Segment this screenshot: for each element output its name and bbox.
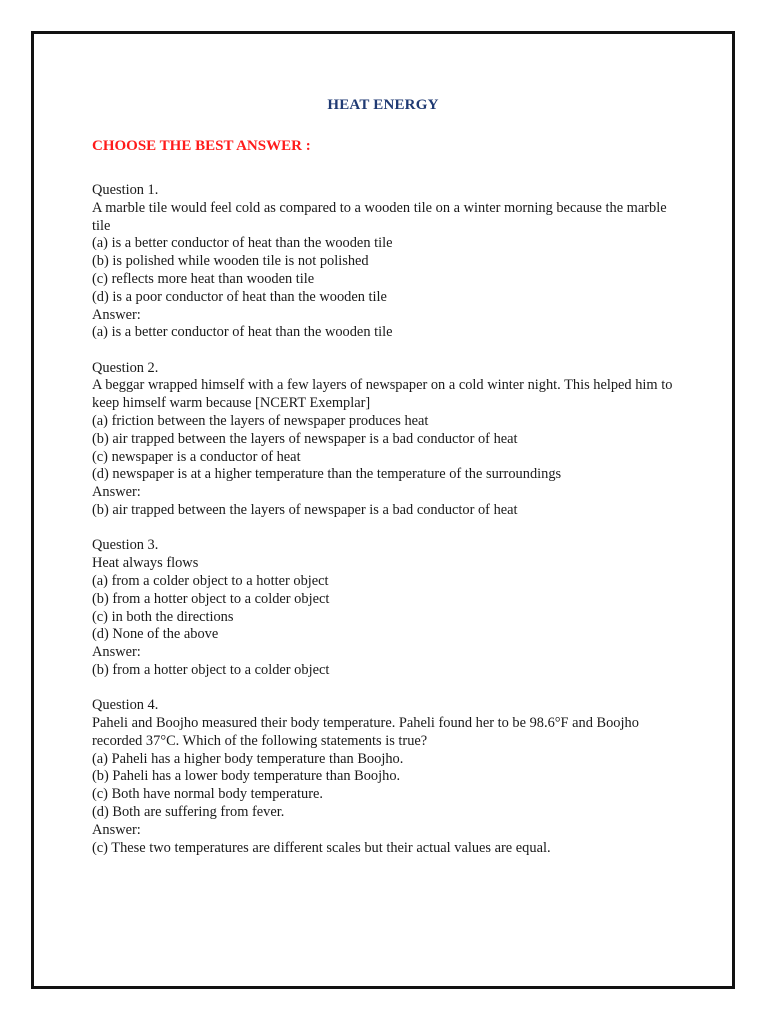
option-b: (b) air trapped between the layers of newspaper is a bad conductor of heat <box>92 430 518 447</box>
answer-text: (c) These two temperatures are different scales but their actual values are equal. <box>92 839 551 856</box>
option-b: (b) Paheli has a lower body temperature than Boojho. <box>92 768 401 785</box>
question-2 <box>92 360 682 520</box>
option-c: (c) Both have normal body temperature. <box>92 786 323 803</box>
question-heading: Question 4. <box>92 697 159 714</box>
option-c: (c) newspaper is a conductor of heat <box>92 448 301 465</box>
question-list <box>92 182 682 875</box>
option-b: (b) is polished while wooden tile is not polished <box>92 253 369 270</box>
answer-label: Answer: <box>92 821 141 838</box>
question-text: Heat always flows <box>92 555 199 572</box>
answer-label: Answer: <box>92 644 141 661</box>
option-a: (a) from a colder object to a hotter object <box>92 572 329 589</box>
option-a: (a) is a better conductor of heat than the wooden tile <box>92 235 393 252</box>
answer-text: (b) from a hotter object to a colder object <box>92 661 330 678</box>
option-b: (b) from a hotter object to a colder object <box>92 590 330 607</box>
answer-label: Answer: <box>92 484 141 501</box>
option-d: (d) Both are suffering from fever. <box>92 804 285 820</box>
option-a: (a) Paheli has a higher body temperature than Boojho. <box>92 750 404 767</box>
question-4 <box>92 697 682 857</box>
answer-text: (a) is a better conductor of heat than the wooden tile <box>92 324 393 341</box>
option-c: (c) reflects more heat than wooden tile <box>92 270 315 287</box>
option-d: (d) newspaper is at a higher temperature than the temperature of the surroundings <box>92 466 562 483</box>
page-border <box>31 31 735 989</box>
option-a: (a) friction between the layers of newspaper produces heat <box>92 413 429 430</box>
question-heading: Question 2. <box>92 359 159 376</box>
question-text: A marble tile would feel cold as compared to a wooden tile on a winter morning because the marble tile <box>92 199 667 234</box>
question-heading: Question 3. <box>92 537 159 554</box>
question-3 <box>92 537 682 679</box>
answer-text: (b) air trapped between the layers of newspaper is a bad conductor of heat <box>92 502 518 519</box>
question-text: A beggar wrapped himself with a few layers of newspaper on a cold winter night. This helped him to keep himself warm because [NCERT Exemplar] <box>92 377 673 412</box>
question-1 <box>92 182 682 342</box>
document-title: HEAT ENERGY <box>327 97 439 113</box>
instruction-heading: CHOOSE THE BEST ANSWER : <box>92 138 311 154</box>
option-d: (d) is a poor conductor of heat than the wooden tile <box>92 288 387 305</box>
question-heading: Question 1. <box>92 182 159 198</box>
answer-label: Answer: <box>92 306 141 323</box>
question-text: Paheli and Boojho measured their body temperature. Paheli found her to be 98.6°F and Boojho recorded 37°C. Which of the following statements is true? <box>92 715 639 749</box>
option-c: (c) in both the directions <box>92 608 234 625</box>
option-d: (d) None of the above <box>92 626 219 643</box>
